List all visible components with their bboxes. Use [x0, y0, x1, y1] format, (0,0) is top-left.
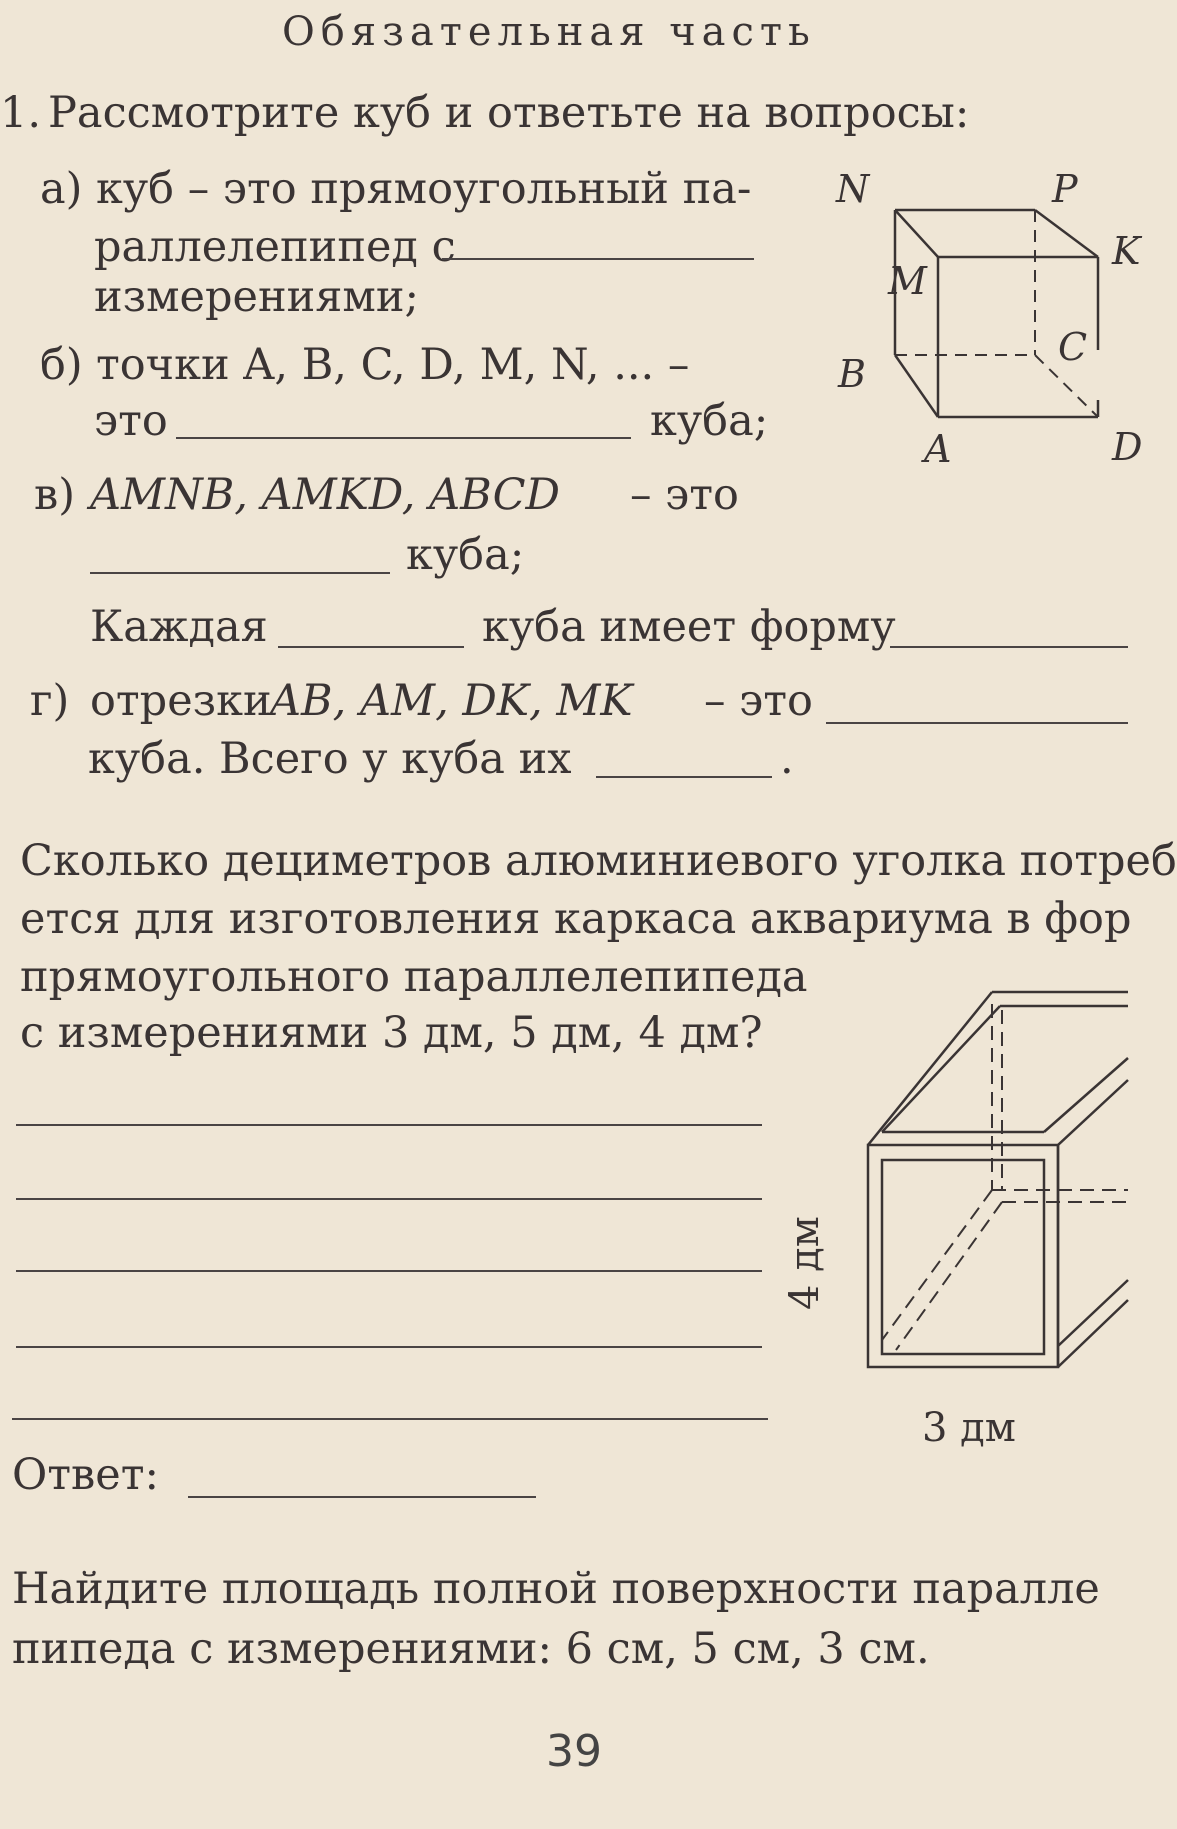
answer-blank-1g-1[interactable]: [826, 722, 1128, 724]
page-number: 39: [546, 1726, 602, 1777]
task1b-line2-start: это: [94, 396, 168, 446]
task1g-segments: AB, AM, DK, MK: [270, 676, 633, 726]
task1a-line1: куб – это прямоугольный па-: [96, 164, 752, 214]
task1a-line3: измерениями;: [94, 272, 420, 322]
task1v-line1-end: – это: [630, 470, 739, 520]
task1a-marker: а): [40, 164, 83, 214]
vertex-label-d: D: [1112, 425, 1143, 469]
work-line-4[interactable]: [16, 1346, 762, 1348]
work-line-1[interactable]: [16, 1124, 762, 1126]
task1-number: 1.: [0, 88, 42, 138]
task1b-marker: б): [40, 340, 83, 390]
aquarium-figure: [862, 980, 1128, 1400]
task2-line3: прямоугольного параллелепипеда: [20, 952, 808, 1002]
task1g-line1-start: отрезки: [90, 676, 272, 726]
task1a-line2: раллелепипед с: [94, 222, 456, 272]
each-word1: Каждая: [90, 602, 268, 652]
vertex-label-b: B: [838, 352, 866, 396]
vertex-label-n: N: [836, 167, 870, 211]
task3-line2: пипеда с измерениями: 6 см, 5 см, 3 см.: [12, 1624, 930, 1674]
work-line-5[interactable]: [12, 1418, 768, 1420]
answer-blank-task2[interactable]: [188, 1496, 536, 1498]
task1b-line2-end: куба;: [650, 396, 769, 446]
task1v-faces: AMNB, AMKD, ABCD: [90, 470, 560, 520]
task1g-line2-end: .: [780, 734, 794, 784]
task2-line4: с измерениями 3 дм, 5 дм, 4 дм?: [20, 1008, 763, 1058]
task1v-marker: в): [34, 470, 75, 520]
answer-blank-1b[interactable]: [176, 437, 631, 439]
task1g-line1-end: – это: [704, 676, 813, 726]
answer-blank-1g-2[interactable]: [596, 776, 772, 778]
task1v-line2-end: куба;: [406, 530, 525, 580]
section-header: Обязательная часть: [282, 9, 816, 55]
aquarium-height-label: 4 дм: [782, 1216, 828, 1310]
work-line-3[interactable]: [16, 1270, 762, 1272]
each-word2: куба имеет форму: [482, 602, 896, 652]
answer-label: Ответ:: [12, 1450, 159, 1500]
task3-line1: Найдите площадь полной поверхности паралле: [12, 1564, 1100, 1614]
task1b-line1: точки A, B, C, D, M, N, ... –: [96, 340, 690, 390]
vertex-label-c: C: [1058, 325, 1088, 369]
task2-line1: Сколько дециметров алюминиевого уголка потреб: [20, 836, 1177, 886]
task1g-marker: г): [30, 676, 70, 726]
vertex-label-m: M: [888, 259, 927, 303]
work-line-2[interactable]: [16, 1198, 762, 1200]
vertex-label-a: A: [924, 427, 952, 471]
vertex-label-p: P: [1052, 167, 1078, 211]
answer-blank-1v[interactable]: [90, 572, 390, 574]
task1g-line2-start: куба. Всего у куба их: [88, 734, 572, 784]
aquarium-width-label: 3 дм: [922, 1405, 1016, 1451]
answer-blank-each-2[interactable]: [890, 646, 1128, 648]
answer-blank-each-1[interactable]: [278, 646, 464, 648]
cube-figure: [860, 195, 1128, 435]
task1-question: Рассмотрите куб и ответьте на вопросы:: [48, 88, 970, 138]
task2-line2: ется для изготовления каркаса аквариума в фор: [20, 894, 1132, 944]
answer-blank-1a[interactable]: [442, 258, 754, 260]
vertex-label-k: K: [1112, 229, 1141, 273]
